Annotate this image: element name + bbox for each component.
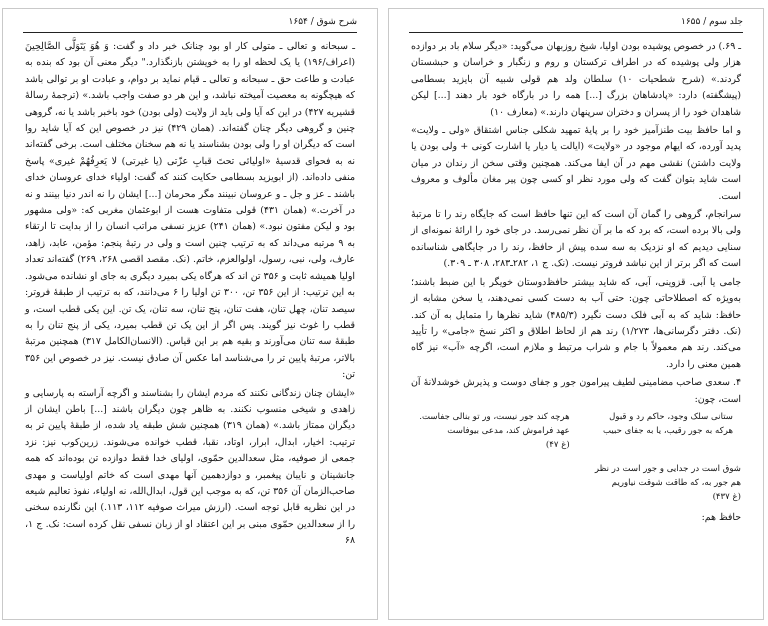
poem-hemistich: عهد فراموش کند، مدعی بیوفاست xyxy=(447,425,570,436)
left-paragraph-2: «ایشان چنان زندگانی نکنند که مردم ایشان را بشناسند و اگرچه آراسته به پارسایی و زاهدی و شیخی منسوب نکنند. به ظاهر چون دیگران باشند [...] باطن ایشان از دیگران ممتاز باشد.» (همان ۳۱۹) همچنین شش طبقه یاد شده، از طبقهٔ پایین تر به ترتیب: اخیار، ابدال، ابرار، اوتاد، نقبا، قطب خوانده می‌شوند. زرین‌کوب نیز: نزد جمعی از صوفیه، مثل سعدالدین حمّوی، اولیای خدا فقط دوازده تن بوده‌اند که همه جانشینان و نایبان پیغمبر، و دوازدهمین آنها مهدی است که خاتم اولیاست و مهدی صاحب‌الزمان آن ۳۵۶ تن، که به موجب این قول، ابدال‌الله، نه اولیاء، نفوذ تعالیم شیعه در این نظریه قابل توجه است. (ارزش میراث صوفیه ۱۱۲، ۱۱۳.) این نگارنده سخنی را از سعدالدین حمّوی مبنی بر این اعتقاد او از زبان نسفی نقل کرده است: نک. ج ۱، ۶۸ xyxy=(25,387,355,547)
poem-right-column xyxy=(582,410,733,452)
left-page-body xyxy=(25,39,355,613)
poem-reference: (غ ۴۳۷) xyxy=(712,491,741,502)
left-page xyxy=(2,8,378,620)
left-paragraph-1: ـ سبحانه و تعالی ـ متولی کار او بود چنانک خبر داد و گفت: وَ هُوَ يَتَوَلَّى الصَّالِحِينَ (اعراف/۱۹۶) یا یک لحظه او را به خویشتن بازنگذارد." دیگر معنی آن بود که بنده به عبادت و طاعت حق ـ سبحانه و تعالی ـ قیام نماید بر دوام، و عبادت او بر توالی باشد که هیچگونه به معصیت آمیخته نباشد، و این هر دو صفت واجب باشد.» (ترجمهٔ رسالهٔ قشیریه ۴۲۷) در این که آیا ولی باید از ولایت (ولی بودن) خود باخبر باشد یا نه، گروهی چنین و گروهی دیگر چنان گفته‌اند. (همان ۴۲۹) نیز در خصوص این که آیا شاید روا است که دیگران او را ولی بودن بشناسند یا نه هم سخنان مختلف است. برخی گفته‌اند نه به فحوای قدسیهٔ «اولیائی تحتَ قبابِ عزّتی (یا غیرتی) لا یَعرِفُهُمْ غیری» پاسخ منفی داده‌اند. (از ابویزید بسطامی حکایت کنند که گفت: اولیاء خدای عروسان خدای باشند ـ عز و جل ـ و عروسان نبینند مگر محرمان [...] ایشان را نه اندر دنیا بینند و نه در آخرت.» (همان ۴۳۱) قولی متفاوت هست از ابوعثمان مغربی که: «ولی مشهور بود و لیکن مفتون نبود.» (همان ۲۴۱) عزیز نسفی مراتب انسان را از بدایت تا ارتقاء به ۹ مرتبه می‌داند که به ترتیب چنین است و ولی در رتبهٔ پنجم: مؤمن، عابد، زاهد، عارف، ولی، نبی، رسول، اولوالعزم، خاتم. (نک. مقصد اقصی ۲۶۸، ۲۶۹) گفته‌اند تعداد اولیا همیشه ثابت و ۳۵۶ تن اند که هرگاه یکی بمیرد دیگری به جای او نشانده می‌شود. به این ترتیب: از این ۳۵۶ تن، ۳۰۰ تن اولیا را ۶ می‌دانند، که به ترتیب از طبقهٔ فروتر: سیصد تنان، چهل تنان، هفت تنان، پنج تنان، سه تنان، یک تن. این یکی قطب است، و قطب را غوث نیز گویند. پس اگر از این یک تن قطب بمیرد، یکی از پنج تنان را به طبقهٔ سه تنان می‌آورند و بقیه هم بر این قیاس. (الانسان‌الکامل ۳۱۷) همچنین مرتبهٔ بالاتر، مرتبهٔ پایین تر را می‌شناسد اما عکس آن صادق نیست. نیز در خصوص این ۳۵۶ تن: xyxy=(25,41,356,381)
right-page-header xyxy=(409,17,743,31)
right-paragraph-2: و اما حافظ بیت طنزآمیز خود را بر پایهٔ تمهید شکلی جناس اشتقاق «ولی ـ ولایت» پدید آورده، که ایهام موجود در «ولایت» (ایالت یا دیار یا اشارت کونی + ولی بودن یا ولایت داشتن) نقشی مهم در آن ایفا می‌کند. همچنین وقتی سخن از رندان در میان است شاید بتوان گفت که ولی مورد نظر او کسی چون پیر مغان مألوف و معروف است. xyxy=(411,125,741,202)
left-page-header xyxy=(23,17,357,31)
right-header-rule xyxy=(409,32,743,33)
poem-hemistich: ستانی سلک وجود، حاکم رد و قبول xyxy=(609,411,733,422)
poem-hemistich: هرچه کند جور نیست، ور تو بنالی جفاست. xyxy=(419,411,570,422)
left-page-number-title: ۱۶۵۴ / شرح شوق xyxy=(288,17,357,27)
left-header-rule xyxy=(23,32,357,33)
right-page-number-title: جلد سوم / ۱۶۵۵ xyxy=(681,17,743,27)
right-page xyxy=(388,8,764,620)
closing-line: حافظ هم: xyxy=(701,511,741,523)
poem-left-column xyxy=(419,410,570,452)
right-paragraph-5: ۴. سعدی صاحب مضامینی لطیف پیرامون جور و جفای دوست و پذیرش خوشدلانهٔ آن است، چون: xyxy=(411,377,741,405)
poem-line: هم جور به، که طاقت شوقت نیاوریم xyxy=(611,477,741,488)
right-paragraph-1: ـ ۶۹.) در خصوص پوشیده بودن اولیا، شیخ روزبهان می‌گوید: «دیگر سلام باد بر دوازده هزار ولی پوشیده که در اطراف ترکستان و روم و زنگبار و خراسان و حبشستان گردند.» (شرح شطحیات ۱۰) سلطان ولد هم قولی شبیه آن بایزید بسطامی (پیشگفته) دارد: «پادشاهان بزرگ [...] همه را در بارگاه خود بار دهند [...] لیکن شاهدان خود را از پسران و دختران سرپنهان دارند.» (معارف ۱۰) xyxy=(411,41,741,118)
poem-reference: (غ ۴۷) xyxy=(545,439,570,450)
poem-couplets-saadi xyxy=(419,410,733,452)
right-paragraph-3: سرانجام، گروهی را گمان آن است که این تنها حافظ است که جایگاه رند را تا مرتبهٔ ولی بالا برده است، که برد که ما بر آن نظر نمی‌رسد. در جای خود را ارائهٔ نمونه‌ای از سنایی دیدیم که او نزدیک به سه سده پیش از حافظ، رند را در جایگاهی شناسانده است که اگر برتر از این نباشد فروتر نیست. (نک. ج ۱، ۲۸۲ـ۲۸۳، ۳۰۸ ـ ۳۰۹.) xyxy=(411,209,741,270)
poem-hemistich: هرکه به جور رقیب، یا به جفای حبیب xyxy=(602,425,733,436)
right-paragraph-4: جامی یا آبی. قزوینی، آبی، که شاید بیشتر حافظ‌دوستان خویگر با این ضبط باشند؛ به‌ویژه که اصطلاحاتی چون: حتی آب به دست کسی نمی‌دهند، یا سخن مشابه از حافظ: شاید که به آبی فلک دست نگیرد (۴۸۵/۳) شاید نظرها را متمایل به آن کند. (نک. دفتر دگرسانی‌ها، ۱/۲۷۳) رند هم از لحاظ اطلاق و اکثر نسخ «جامی» را تأیید می‌کند. رند هم معمولاً با جام و شراب مرتبط و ملازم است، اگرچه «آب» نیز گاه همین معنی را دارد. xyxy=(411,276,741,370)
right-page-body xyxy=(411,39,741,613)
poem-line: شوق است در جدایی و جور است در نظر xyxy=(594,463,741,474)
poem-couplet-centered xyxy=(411,462,741,504)
